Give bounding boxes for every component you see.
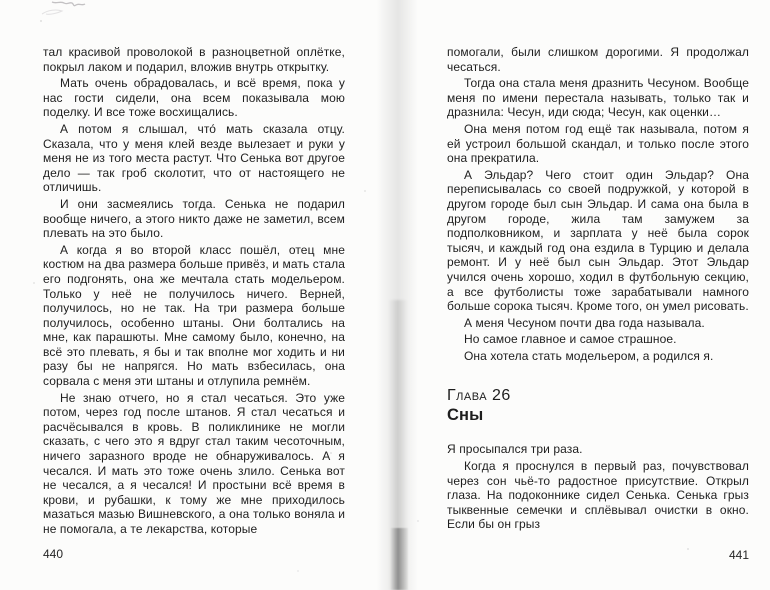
paragraph: тал красивой проволокой в разноцветной оплётке, покрыл лаком и подарил, вложив внутрь открытку.	[43, 45, 345, 74]
paragraph: Она хотела стать модельером, а родился я.	[464, 348, 714, 363]
scan-dust-specks	[40, 20, 42, 22]
paragraph: А Эльдар? Чего стоит один Эльдар? Она переписывалась со своей подружкой, у которой в другом городе был сын Эльдар. И сама она была в другом городе, жила там замужем за подполковником, и зарплата у неё была сорок тысяч, и каждый год она ездила в Турцию и делала ремонт. И у неё был сын Эльдар. Этот Эльдар учился очень хорошо, ходил в футбольную секцию, а все футболисты тоже зарабатывали намного больше сорока тысяч. Кроме того, он умел рисовать.	[447, 167, 749, 314]
pencil-scribble	[40, 0, 110, 22]
paragraph: Не знаю отчего, но я стал чесаться. Это уже потом, через год после штанов. Я стал чесаться и расчёсывался в кровь. В поликлинике не могли сказать, с чего это я вдруг стал таким чесоточным, ничего заразного вроде не обнаруживалось. А я чесался. И мать это тоже очень злило. Сенька вот не чесался, а я чесался! И простыни всё время в крови, и рубашки, к тому же мне приходилось мазаться мазью Вишневского, а она только воняла и не помогала, а те лекарства, которые	[43, 390, 345, 536]
paragraph: Мать очень обрадовалась, и всё время, пока у нас гости сидели, она всем показывала мою поделку. И все тоже восхищались.	[43, 76, 345, 120]
left-page-text-column	[43, 45, 345, 539]
paragraph: Я просыпался три раза.	[447, 442, 583, 457]
paragraph: Тогда она стала меня дразнить Чесуном. Вообще меня по имени перестала называть, только так и дразнила: Чесун, иди сюда; Чесун, как оценки…	[447, 76, 749, 120]
page-number-right: 441	[728, 548, 749, 562]
chapter-title: Сны	[447, 406, 484, 425]
right-page-text-column	[447, 45, 749, 534]
paragraph: А меня Чесуном почти два года называла.	[464, 315, 705, 330]
page-gutter-shadow-mid	[388, 300, 408, 590]
page-number-left: 440	[43, 547, 64, 561]
page-gutter-shadow-bottom	[390, 528, 408, 590]
chapter-number: Глава 26	[447, 387, 511, 405]
paragraph: Но самое главное и самое страшное.	[464, 332, 677, 347]
page-gutter-shadow	[376, 0, 418, 590]
paragraph: А когда я во второй класс пошёл, отец мне костюм на два размера больше привёз, и мать стала его подгонять, она же мечтала стать модельером. Только у неё не получилось ничего. Верней, получилось, но не так. На три размера больше получилось, особенно штаны. Они болтались на мне, как парашюты. Мне самому было, конечно, на всё это плевать, я бы и так вполне мог ходить и ни разу бы не напрягся. Но мать взбесилась, она сорвала с меня эти штаны и отлупила ремнём.	[43, 242, 345, 389]
paragraph: Когда я проснулся в первый раз, почувствовал через сон чьё-то радостное присутствие. Открыл глаза. На подоконнике сидел Сенька. Сенька грыз тыквенные семечки и сплёвывал очистки в окно. Если бы он грыз	[447, 459, 749, 532]
paragraph: И они засмеялись тогда. Сенька не подарил вообще ничего, а этого никто даже не заметил, всем плевать на это было.	[43, 196, 345, 241]
paragraph: Она меня потом год ещё так называла, потом я ей устроил большой скандал, и только после этого она прекратила.	[447, 121, 749, 166]
paragraph: помогали, были слишком дорогими. Я продолжал чесаться.	[447, 45, 749, 74]
paragraph: А потом я слышал, что́ мать сказала отцу. Сказала, что у меня клей везде вылезает и руки у меня не из того места растут. Что Сенька вот другое дело — так гроб сколотит, что от настоящего не отличишь.	[43, 121, 345, 195]
